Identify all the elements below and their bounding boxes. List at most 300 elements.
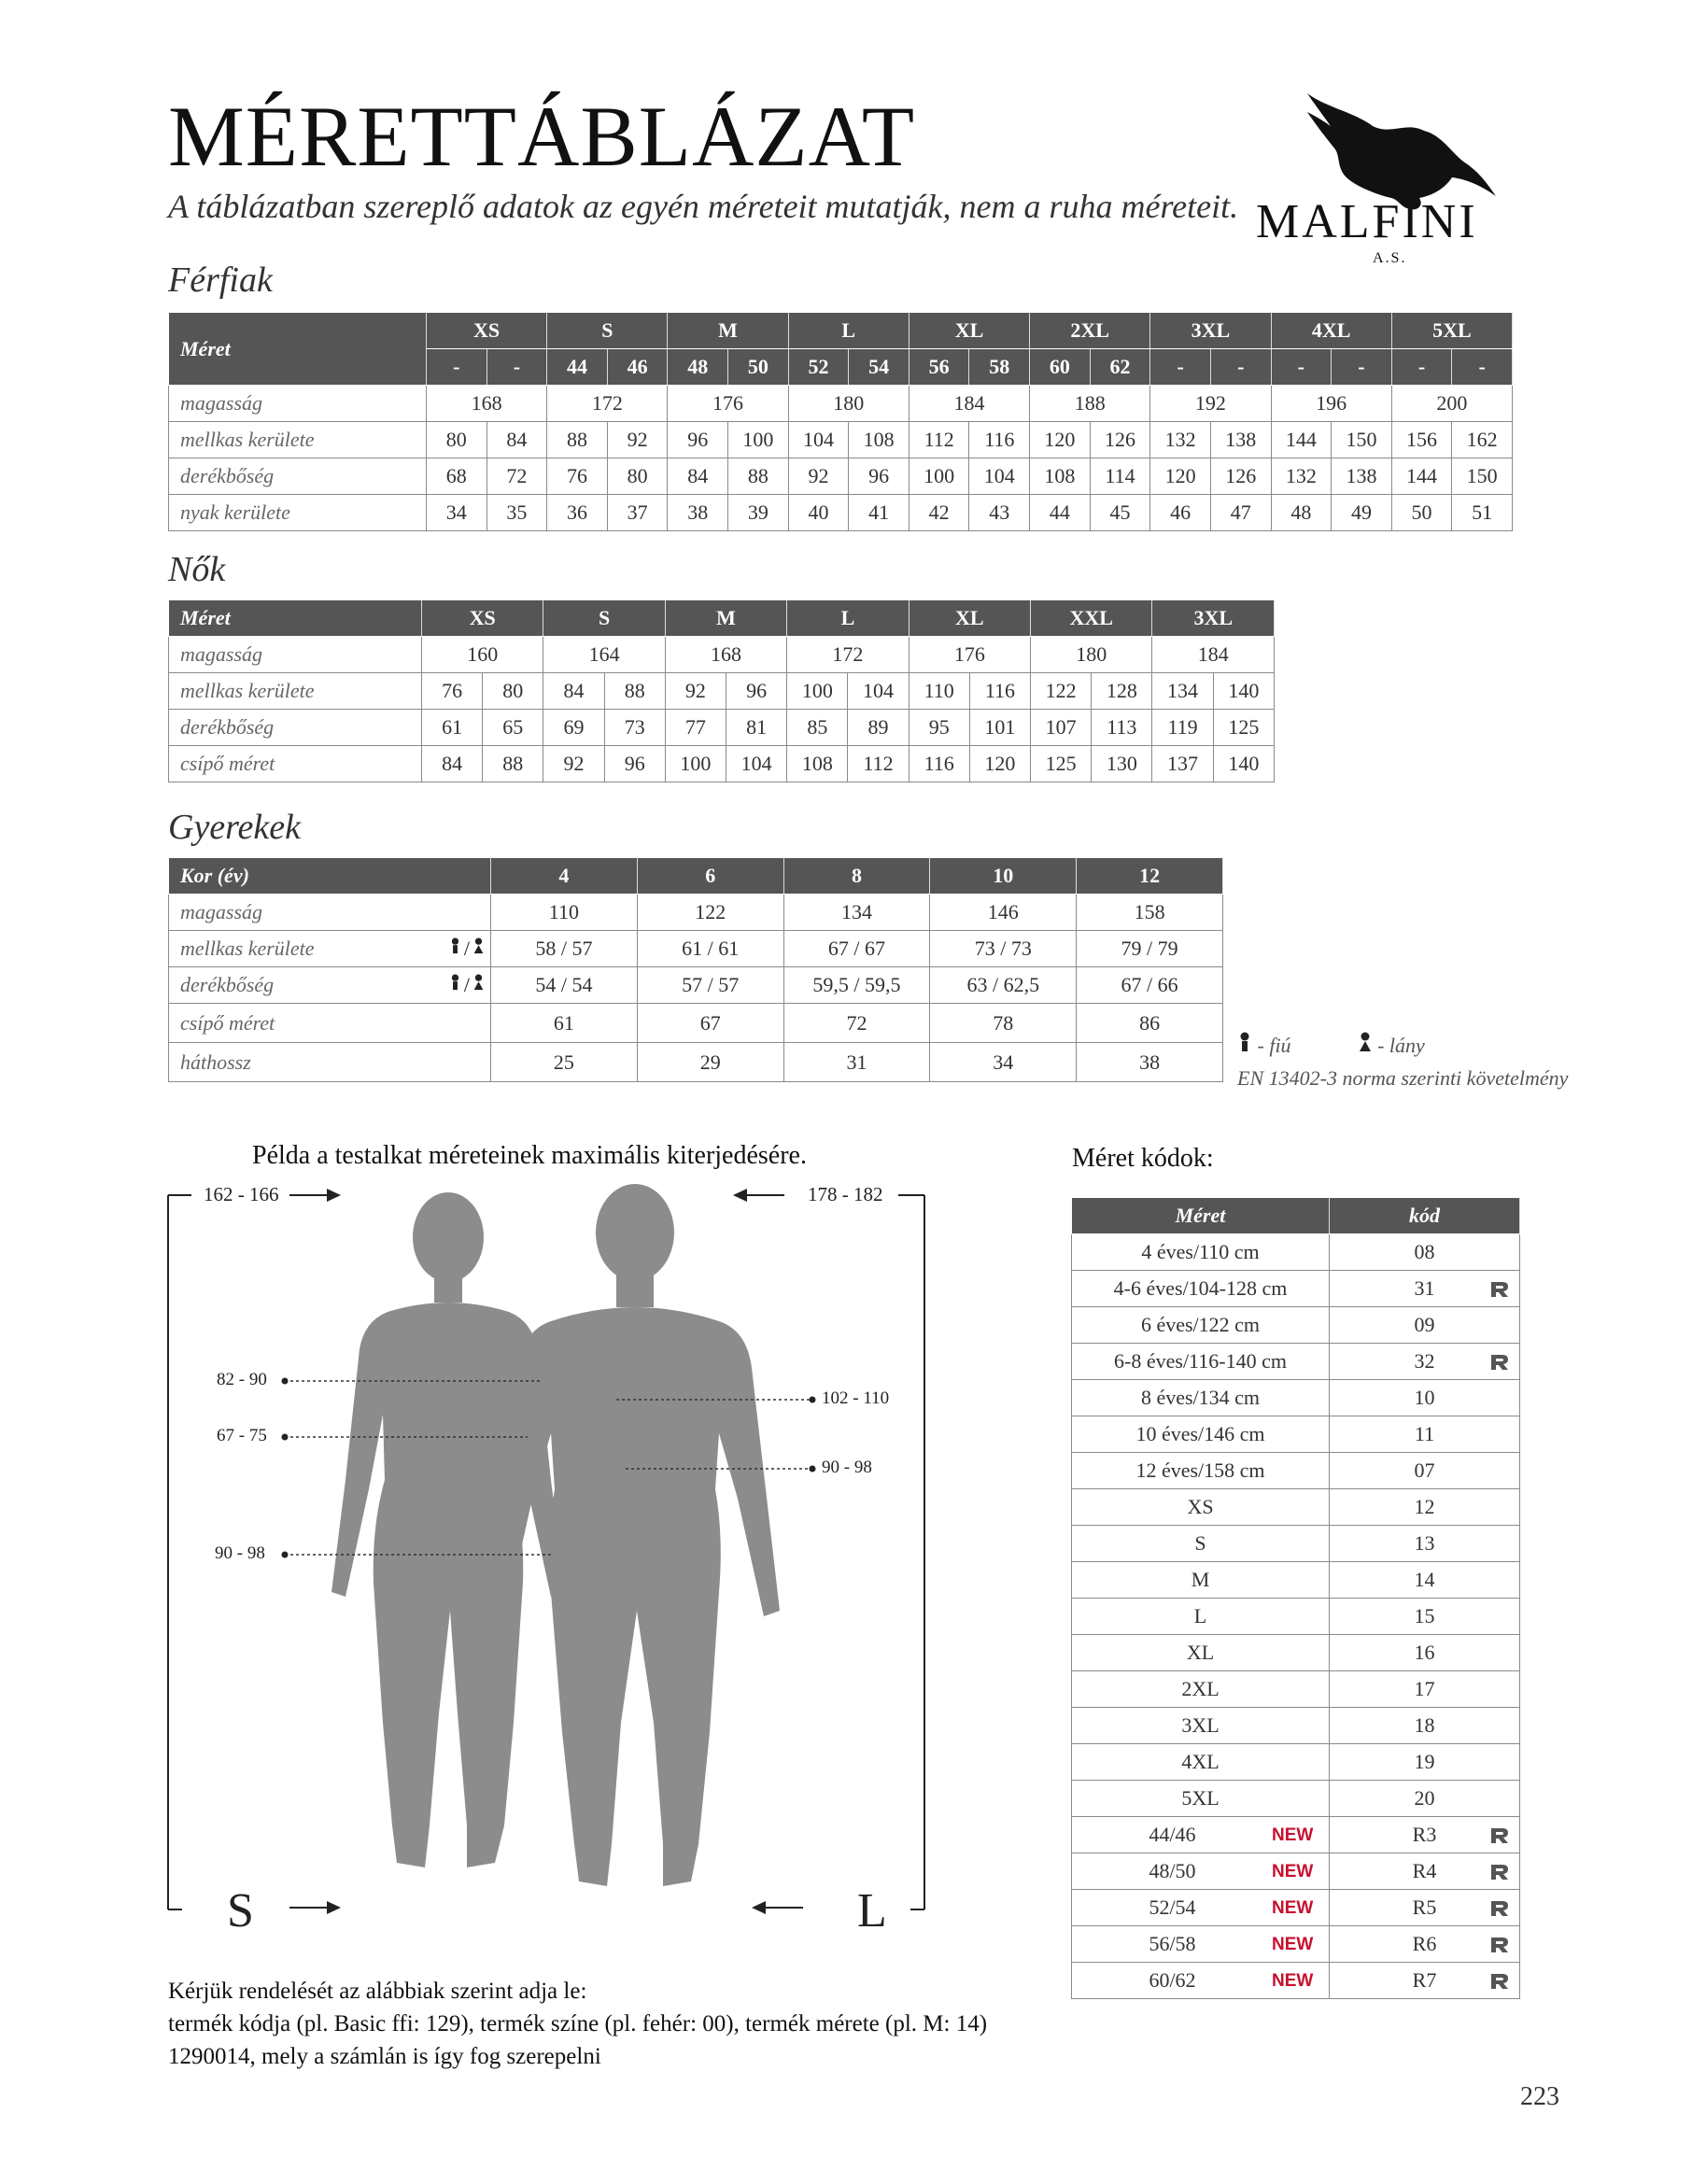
code-column-header: kód — [1330, 1198, 1520, 1234]
table-cell: 100 — [665, 746, 726, 782]
table-cell: 54 / 54 — [491, 967, 638, 1004]
eu-size-header: - — [486, 349, 547, 386]
size-cell — [1072, 1890, 1330, 1926]
table-row — [1072, 1853, 1520, 1890]
size-header: XXL — [1031, 600, 1152, 637]
table-cell: 25 — [491, 1043, 638, 1082]
age-column-header: Kor (év) — [169, 858, 491, 895]
size-value: XS — [1187, 1495, 1214, 1518]
table-cell: 126 — [1090, 422, 1150, 458]
table-row — [1072, 1380, 1520, 1416]
woman-waist-label: 67 - 75 — [217, 1426, 267, 1445]
size-cell — [1072, 1926, 1330, 1963]
code-value: 17 — [1414, 1677, 1435, 1700]
table-cell: 112 — [909, 422, 969, 458]
row-label-text: háthossz — [180, 1050, 251, 1074]
size-s-label: S — [227, 1884, 254, 1937]
table-cell: 132 — [1150, 422, 1211, 458]
table-cell: 40 — [788, 495, 849, 531]
table-cell: 96 — [849, 458, 909, 495]
code-value: R3 — [1412, 1823, 1437, 1846]
eu-size-header: - — [1271, 349, 1332, 386]
table-cell: 132 — [1271, 458, 1332, 495]
table-cell: 180 — [788, 386, 909, 422]
table-row — [1072, 1307, 1520, 1344]
table-cell: 76 — [547, 458, 608, 495]
table-cell: 81 — [726, 710, 787, 746]
table-cell: 196 — [1271, 386, 1391, 422]
size-value: S — [1194, 1531, 1206, 1555]
woman-chest-label: 82 - 90 — [217, 1370, 267, 1389]
table-cell: 92 — [607, 422, 668, 458]
code-cell — [1330, 1963, 1520, 1999]
table-cell: 192 — [1150, 386, 1271, 422]
table-cell: 112 — [848, 746, 909, 782]
table-row — [1072, 1234, 1520, 1271]
size-cell — [1072, 1453, 1330, 1489]
table-cell: 119 — [1152, 710, 1213, 746]
table-cell: 144 — [1391, 458, 1452, 495]
table-row — [1072, 1344, 1520, 1380]
size-codes-table — [1071, 1197, 1520, 1999]
table-cell: 172 — [787, 637, 909, 673]
size-column-header: Méret — [169, 313, 427, 386]
eu-size-header: 56 — [909, 349, 969, 386]
size-cell — [1072, 1380, 1330, 1416]
table-cell: 162 — [1452, 422, 1513, 458]
table-cell: 144 — [1271, 422, 1332, 458]
table-cell: 31 — [783, 1043, 930, 1082]
row-label: nyak kerülete — [169, 495, 427, 531]
eu-size-header: 50 — [728, 349, 789, 386]
table-row — [1072, 1744, 1520, 1781]
table-cell: 108 — [849, 422, 909, 458]
size-value: 56/58 — [1149, 1932, 1196, 1955]
size-cell — [1072, 1708, 1330, 1744]
table-cell: 176 — [909, 637, 1030, 673]
code-cell — [1330, 1380, 1520, 1416]
size-header: M — [668, 313, 788, 349]
table-cell: 69 — [543, 710, 604, 746]
code-cell — [1330, 1271, 1520, 1307]
table-row — [1072, 1926, 1520, 1963]
table-cell: 61 / 61 — [637, 931, 783, 967]
table-row — [1072, 1526, 1520, 1562]
table-row — [169, 1004, 1223, 1043]
code-cell — [1330, 1307, 1520, 1344]
table-row — [1072, 1271, 1520, 1307]
order-note — [168, 1975, 987, 2073]
code-value: 09 — [1414, 1313, 1435, 1336]
table-cell: 41 — [849, 495, 909, 531]
table-row — [169, 931, 1223, 967]
size-cell — [1072, 1853, 1330, 1890]
table-row — [1072, 1562, 1520, 1599]
size-header: 5XL — [1391, 313, 1512, 349]
table-cell: 140 — [1213, 673, 1274, 710]
table-cell: 108 — [1030, 458, 1091, 495]
code-value: 10 — [1414, 1386, 1435, 1409]
size-header: 3XL — [1150, 313, 1271, 349]
row-label: derékbőség — [169, 710, 422, 746]
size-value: 52/54 — [1149, 1895, 1196, 1919]
figure-title: Példa a testalkat méreteinek maximális kiterjedésére. — [252, 1141, 807, 1170]
table-cell: 138 — [1332, 458, 1392, 495]
table-cell: 113 — [1092, 710, 1152, 746]
table-cell: 146 — [930, 895, 1077, 931]
size-value: 8 éves/134 cm — [1140, 1386, 1261, 1409]
size-value: 6 éves/122 cm — [1140, 1313, 1261, 1336]
table-cell: 51 — [1452, 495, 1513, 531]
table-cell: 65 — [483, 710, 543, 746]
table-cell: 101 — [969, 710, 1030, 746]
brand-name: MALFINI — [1256, 195, 1478, 248]
code-value: 18 — [1414, 1713, 1435, 1737]
size-value: 4-6 éves/104-128 cm — [1113, 1276, 1288, 1300]
table-cell: 96 — [726, 673, 787, 710]
table-cell: 96 — [668, 422, 728, 458]
table-row — [169, 386, 1513, 422]
table-cell: 134 — [1152, 673, 1213, 710]
girl-legend-label: - lány — [1377, 1034, 1425, 1057]
table-cell: 126 — [1210, 458, 1271, 495]
table-row — [169, 1043, 1223, 1082]
codes-heading: Méret kódok: — [1072, 1144, 1214, 1173]
table-row — [1072, 1817, 1520, 1853]
kids-size-table — [168, 857, 1223, 1082]
row-label — [169, 1043, 491, 1082]
table-cell: 58 / 57 — [491, 931, 638, 967]
table-cell: 43 — [969, 495, 1030, 531]
r-mark-icon — [1489, 1898, 1510, 1923]
eu-size-header: - — [1150, 349, 1211, 386]
table-cell: 76 — [422, 673, 483, 710]
code-cell — [1330, 1562, 1520, 1599]
size-cell — [1072, 1781, 1330, 1817]
table-cell: 184 — [909, 386, 1029, 422]
size-cell — [1072, 1599, 1330, 1635]
table-cell: 164 — [543, 637, 665, 673]
code-value: 14 — [1414, 1568, 1435, 1591]
table-row — [169, 637, 1275, 673]
order-note-line-1: Kérjük rendelését az alábbiak szerint adja le: — [168, 1979, 587, 2004]
table-row — [1072, 1890, 1520, 1926]
row-label: derékbőség — [169, 458, 427, 495]
table-cell: 34 — [930, 1043, 1077, 1082]
table-cell: 63 / 62,5 — [930, 967, 1077, 1004]
size-cell — [1072, 1526, 1330, 1562]
table-cell: 104 — [848, 673, 909, 710]
malfini-logo — [1251, 84, 1531, 271]
row-label: magasság — [169, 637, 422, 673]
boy-girl-icon — [449, 973, 485, 997]
table-cell: 184 — [1152, 637, 1275, 673]
size-cell — [1072, 1271, 1330, 1307]
section-heading-kids: Gyerekek — [168, 808, 302, 847]
table-cell: 188 — [1030, 386, 1150, 422]
code-value: 32 — [1414, 1349, 1435, 1373]
code-cell — [1330, 1344, 1520, 1380]
order-note-line-2: termék kódja (pl. Basic ffi: 129), termék színe (pl. fehér: 00), termék mérete (pl. M: 14) — [168, 2011, 988, 2036]
table-cell: 38 — [668, 495, 728, 531]
eu-size-header: 52 — [788, 349, 849, 386]
size-value: 5XL — [1181, 1786, 1220, 1810]
eu-size-header: - — [427, 349, 487, 386]
table-row — [169, 710, 1275, 746]
size-header: S — [543, 600, 665, 637]
women-size-table — [168, 599, 1275, 782]
table-row — [169, 495, 1513, 531]
row-label-text: magasság — [180, 900, 263, 923]
size-value: XL — [1186, 1641, 1215, 1664]
table-cell: 84 — [486, 422, 547, 458]
table-row — [1072, 1416, 1520, 1453]
table-cell: 80 — [427, 422, 487, 458]
table-cell: 104 — [969, 458, 1030, 495]
code-cell — [1330, 1708, 1520, 1744]
table-cell: 120 — [1030, 422, 1091, 458]
code-cell — [1330, 1817, 1520, 1853]
table-cell: 168 — [427, 386, 547, 422]
code-cell — [1330, 1890, 1520, 1926]
size-value: 6-8 éves/116-140 cm — [1114, 1349, 1287, 1373]
table-cell: 77 — [665, 710, 726, 746]
table-row — [169, 673, 1275, 710]
table-cell: 84 — [422, 746, 483, 782]
size-value: L — [1193, 1604, 1207, 1627]
size-value: 4XL — [1181, 1750, 1220, 1773]
table-cell: 125 — [1031, 746, 1092, 782]
size-cell — [1072, 1817, 1330, 1853]
r-mark-icon — [1489, 1825, 1510, 1850]
table-row — [1072, 1453, 1520, 1489]
size-column-header: Méret — [169, 600, 422, 637]
table-cell: 80 — [483, 673, 543, 710]
woman-hip-label: 90 - 98 — [215, 1543, 265, 1563]
table-header-row — [169, 313, 1513, 349]
table-cell: 68 — [427, 458, 487, 495]
men-size-table — [168, 312, 1513, 531]
table-row — [1072, 1671, 1520, 1708]
table-cell: 67 / 67 — [783, 931, 930, 967]
table-cell: 168 — [665, 637, 786, 673]
eu-size-header: 46 — [607, 349, 668, 386]
size-header: 2XL — [1030, 313, 1150, 349]
size-cell — [1072, 1671, 1330, 1708]
man-silhouette — [490, 1184, 780, 1886]
table-cell: 160 — [422, 637, 543, 673]
code-value: R6 — [1412, 1932, 1437, 1955]
table-cell: 73 — [604, 710, 665, 746]
table-cell: 84 — [668, 458, 728, 495]
table-cell: 45 — [1090, 495, 1150, 531]
r-mark-icon — [1489, 1971, 1510, 1995]
table-cell: 156 — [1391, 422, 1452, 458]
table-cell: 150 — [1332, 422, 1392, 458]
table-cell: 92 — [543, 746, 604, 782]
table-cell: 180 — [1031, 637, 1152, 673]
code-value: 07 — [1414, 1458, 1435, 1482]
size-cell — [1072, 1307, 1330, 1344]
new-badge: NEW — [1272, 1825, 1314, 1845]
row-label — [169, 967, 491, 1004]
table-cell: 59,5 / 59,5 — [783, 967, 930, 1004]
table-cell: 176 — [668, 386, 788, 422]
table-row — [169, 422, 1513, 458]
size-column-header: Méret — [1072, 1198, 1330, 1234]
table-cell: 88 — [547, 422, 608, 458]
size-cell — [1072, 1744, 1330, 1781]
size-header: L — [788, 313, 909, 349]
table-cell: 73 / 73 — [930, 931, 1077, 967]
code-value: 12 — [1414, 1495, 1435, 1518]
table-cell: 50 — [1391, 495, 1452, 531]
table-cell: 35 — [486, 495, 547, 531]
eu-size-header: 54 — [849, 349, 909, 386]
new-badge: NEW — [1272, 1971, 1314, 1991]
table-cell: 39 — [728, 495, 789, 531]
table-row — [169, 746, 1275, 782]
icon-separator: / — [463, 937, 470, 960]
man-chest-label: 102 - 110 — [822, 1388, 890, 1408]
table-cell: 42 — [909, 495, 969, 531]
table-row — [1072, 1489, 1520, 1526]
page-number: 223 — [1520, 2082, 1559, 2111]
table-cell: 104 — [726, 746, 787, 782]
table-cell: 122 — [637, 895, 783, 931]
table-header-row — [1072, 1198, 1520, 1234]
table-cell: 34 — [427, 495, 487, 531]
size-cell — [1072, 1234, 1330, 1271]
table-header-row — [169, 600, 1275, 637]
eu-size-header: 48 — [668, 349, 728, 386]
eu-size-header: 62 — [1090, 349, 1150, 386]
table-cell: 120 — [1150, 458, 1211, 495]
table-row — [169, 895, 1223, 931]
size-value: 60/62 — [1149, 1968, 1196, 1992]
code-value: R5 — [1412, 1895, 1437, 1919]
icon-separator: / — [463, 973, 470, 996]
table-cell: 200 — [1391, 386, 1512, 422]
eu-size-header: - — [1452, 349, 1513, 386]
code-value: 19 — [1414, 1750, 1435, 1773]
table-cell: 72 — [486, 458, 547, 495]
size-value: 4 éves/110 cm — [1141, 1240, 1260, 1263]
table-cell: 158 — [1077, 895, 1223, 931]
age-header: 10 — [930, 858, 1077, 895]
table-cell: 57 / 57 — [637, 967, 783, 1004]
table-cell: 79 / 79 — [1077, 931, 1223, 967]
code-value: 08 — [1414, 1240, 1435, 1263]
height-s-label: 162 - 166 — [204, 1183, 279, 1205]
table-cell: 134 — [783, 895, 930, 931]
table-cell: 80 — [607, 458, 668, 495]
section-heading-men: Férfiak — [168, 261, 273, 300]
table-cell: 37 — [607, 495, 668, 531]
section-heading-women: Nők — [168, 550, 226, 589]
code-value: 31 — [1414, 1276, 1435, 1300]
row-label — [169, 895, 491, 931]
size-cell — [1072, 1963, 1330, 1999]
table-cell: 85 — [787, 710, 848, 746]
code-cell — [1330, 1926, 1520, 1963]
size-value: 48/50 — [1149, 1859, 1196, 1882]
row-label: magasság — [169, 386, 427, 422]
code-cell — [1330, 1234, 1520, 1271]
table-cell: 86 — [1077, 1004, 1223, 1043]
size-cell — [1072, 1562, 1330, 1599]
row-label-text: csípő méret — [180, 1010, 275, 1035]
size-cell — [1072, 1344, 1330, 1380]
table-cell: 95 — [909, 710, 969, 746]
table-cell: 92 — [665, 673, 726, 710]
table-cell: 150 — [1452, 458, 1513, 495]
eu-size-header: 58 — [969, 349, 1030, 386]
table-cell: 122 — [1031, 673, 1092, 710]
new-badge: NEW — [1272, 1898, 1314, 1918]
table-cell: 44 — [1030, 495, 1091, 531]
size-header: XL — [909, 313, 1029, 349]
code-value: R7 — [1412, 1968, 1437, 1992]
code-cell — [1330, 1416, 1520, 1453]
r-mark-icon — [1489, 1352, 1510, 1376]
code-cell — [1330, 1671, 1520, 1708]
eu-size-header: 60 — [1030, 349, 1091, 386]
r-mark-icon — [1489, 1279, 1510, 1303]
table-cell: 140 — [1213, 746, 1274, 782]
size-header: S — [547, 313, 668, 349]
code-cell — [1330, 1453, 1520, 1489]
new-badge: NEW — [1272, 1862, 1314, 1881]
boy-icon — [1237, 1034, 1258, 1057]
eu-size-header: 44 — [547, 349, 608, 386]
table-cell: 67 — [637, 1004, 783, 1043]
age-header: 4 — [491, 858, 638, 895]
code-cell — [1330, 1526, 1520, 1562]
table-row — [1072, 1599, 1520, 1635]
code-cell — [1330, 1489, 1520, 1526]
row-label — [169, 1004, 491, 1043]
table-cell: 116 — [969, 673, 1030, 710]
code-cell — [1330, 1635, 1520, 1671]
table-cell: 172 — [547, 386, 668, 422]
table-row — [1072, 1781, 1520, 1817]
age-header: 6 — [637, 858, 783, 895]
eu-size-header: - — [1332, 349, 1392, 386]
table-cell: 38 — [1077, 1043, 1223, 1082]
table-cell: 114 — [1090, 458, 1150, 495]
size-header: XL — [909, 600, 1030, 637]
table-cell: 120 — [969, 746, 1030, 782]
table-cell: 116 — [909, 746, 969, 782]
code-cell — [1330, 1744, 1520, 1781]
table-cell: 125 — [1213, 710, 1274, 746]
r-mark-icon — [1489, 1935, 1510, 1959]
size-header: XS — [427, 313, 547, 349]
order-note-line-3: 1290014, mely a számlán is így fog szerepelni — [168, 2044, 601, 2069]
table-cell: 88 — [728, 458, 789, 495]
table-cell: 78 — [930, 1004, 1077, 1043]
new-badge: NEW — [1272, 1935, 1314, 1954]
code-value: 15 — [1414, 1604, 1435, 1627]
table-cell: 72 — [783, 1004, 930, 1043]
code-value: 13 — [1414, 1531, 1435, 1555]
table-cell: 108 — [787, 746, 848, 782]
size-value: 10 éves/146 cm — [1135, 1422, 1265, 1445]
size-value: 2XL — [1181, 1677, 1220, 1700]
code-value: 11 — [1414, 1422, 1435, 1445]
row-label-text: derékbőség — [180, 973, 275, 996]
